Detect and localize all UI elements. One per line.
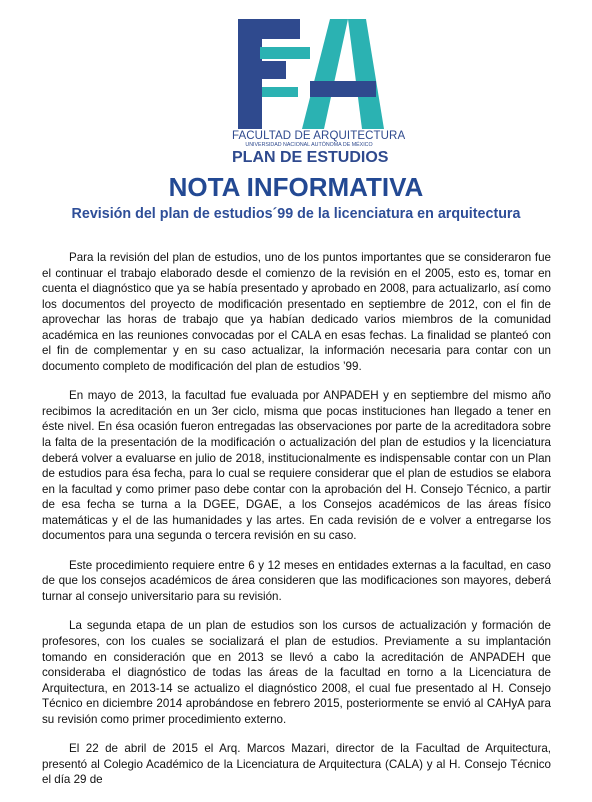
logo-plan-name: PLAN DE ESTUDIOS xyxy=(232,149,389,166)
document-subtitle: Revisión del plan de estudios´99 de la licenciatura en arquitectura xyxy=(71,206,521,222)
paragraph: En mayo de 2013, la facultad fue evaluada por ANPADEH y en septiembre del mismo año recibimos la acreditación en un 3er ciclo, misma que pocas instituciones han llegado a tener en éste nivel. En ésa ocasión fueron entregadas las observaciones por parte de la acreditadora sobre la falta de la presentación de la modificación o actualización del plan de estudios y la licenciatura deberá volver a evaluarse en julio de 2018, institucionalmente es indispensable contar con un Plan de estudios para ésa fecha, para lo cual se requiere considerar que el plan de estudios se elabora en la facultad y como primer paso debe contar con la aprobación del H. Consejo Técnico, a partir de esa fecha se turna a la DGEE, DGAE, a los Consejos académicos de las áreas físico matemáticas y el de las humanidades y las artes. En cada revisión de e volver a entregarse los documentos para una segunda o tercera revisión en su caso. xyxy=(42,389,551,543)
faculty-logo xyxy=(232,11,406,166)
paragraph: La segunda etapa de un plan de estudios son los cursos de actualización y formación de profesores, con los cuales se socializará el plan de estudios. Previamente a su implantación tomando en consideración que en 2013 se llevó a cabo la acreditación de ANPADEH que consideraba el diagnóstico de todas las áreas de la facultad en torno a la Licenciatura de Arquitectura, en 2013-14 se actualizo el diagnóstico 2008, el cual fue presentado al H. Consejo Técnico en diciembre 2014 aprobándose en febrero 2015, posteriormente se envió al CAHyA para su revisión como primer procedimiento externo. xyxy=(42,619,551,726)
document-body xyxy=(42,250,551,802)
paragraph: Para la revisión del plan de estudios, uno de los puntos importantes que se consideraron fue el continuar el trabajo elaborado desde el comienzo de la revisión en el 2005, esto es, tomar en cuenta el diagnóstico que ya se había presentado y aprobado en 2008, para actualizarlo, así como los documentos del proyecto de modificación presentado en septiembre de 2012, con el fin de aprovechar las horas de trabajo que ya habían dedicado varios miembros de la comunidad académica en las reuniones convocadas por el CALA en esas fechas. La finalidad se planteó con el fin de complementar y en su caso actualizar, la información necesaria para contar con un documento completo de modificación del plan de estudios ’99. xyxy=(42,251,551,373)
document-title: NOTA INFORMATIVA xyxy=(168,172,424,202)
logo-faculty-name: FACULTAD DE ARQUITECTURA xyxy=(232,130,406,142)
logo-university-name: UNIVERSIDAD NACIONAL AUTÓNOMA DE MÉXICO xyxy=(245,142,373,148)
fa-monogram-icon xyxy=(232,11,386,129)
paragraph: Este procedimiento requiere entre 6 y 12 meses en entidades externas a la facultad, en caso de que los consejos académicos de área consideren que las modificaciones son mayores, deberá turnar al consejo universitario para su revisión. xyxy=(42,558,551,603)
paragraph: El 22 de abril de 2015 el Arq. Marcos Mazari, director de la Facultad de Arquitectura, presentó al Colegio Académico de la Licenciatura de Arquitectura (CALA) y al H. Consejo Técnico el día 29 de xyxy=(42,742,551,787)
